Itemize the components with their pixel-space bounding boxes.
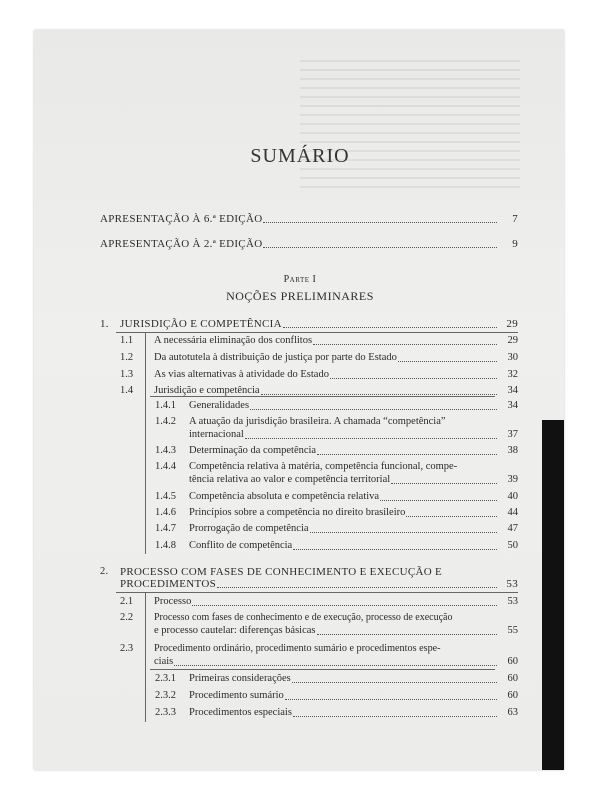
subsection-number: 1.4.6 [155,507,176,518]
toc-page-number: 32 [507,369,518,380]
chapter-rule-vertical [145,592,146,722]
chapter-rule-vertical [145,332,146,554]
subsection-label: Prorrogação de competência [189,523,309,534]
toc-entry-front [100,213,518,225]
toc-chapter [100,318,518,330]
toc-subsection-continued [189,429,518,441]
toc-page-number: 47 [507,523,518,534]
toc-subsection [155,540,518,552]
toc-chapter-continued [120,578,518,590]
chapter-rule [116,332,518,333]
leader-dots [292,682,497,683]
toc-subsection [155,491,518,503]
section-number: 1.4 [120,385,134,396]
toc-entry-front [100,238,518,250]
subsection-label: Conflito de competência [189,540,293,551]
toc-subsection [155,507,518,519]
bleed-through-text [300,60,520,190]
subsection-number: 1.4.7 [155,523,176,534]
toc-page-number: 44 [507,507,518,518]
toc-page-number: 55 [507,625,518,636]
leader-dots [263,247,497,248]
toc-subsection [155,400,518,412]
subsection-number: 1.4.4 [155,461,176,472]
leader-dots [293,549,497,550]
leader-dots [293,716,497,717]
subsection-rule [150,669,495,670]
section-label-line2: e processo cautelar: diferenças básicas [154,625,316,636]
toc-page-number: 37 [507,429,518,440]
toc-page-number: 34 [507,385,518,396]
toc-page-number: 29 [507,335,518,346]
toc-page-number: 60 [507,656,518,667]
toc-section [120,352,518,364]
subsection-label: Primeiras considerações [189,673,291,684]
leader-dots [245,438,497,439]
subsection-number: 2.3.3 [155,707,176,718]
subsection-number: 1.4.8 [155,540,176,551]
toc-subsection [155,690,518,702]
part-label: Parte I [283,274,317,285]
subsection-number: 1.4.1 [155,400,176,411]
toc-page-number: 53 [506,578,518,590]
chapter-rule [116,592,518,593]
chapter-label-line1: PROCESSO COM FASES DE CONHECIMENTO E EXECUÇÃO E [120,566,443,578]
chapter-number: 2. [100,566,109,577]
subsection-label: Determinação da competência [189,445,317,456]
chapter-label: JURISDIÇÃO E COMPETÊNCIA [120,318,282,330]
section-number: 1.1 [120,335,134,346]
toc-section-continued [154,656,518,668]
toc-page-number: 53 [507,596,518,607]
toc-subsection [155,707,518,719]
leader-dots [317,454,497,455]
leader-dots [317,634,498,635]
chapter-number: 1. [100,318,109,330]
leader-dots [330,378,497,379]
leader-dots [285,699,497,700]
leader-dots [263,222,497,223]
leader-dots [391,483,497,484]
subsection-label: Princípios sobre a competência no direito brasileiro [189,507,406,518]
subsection-label: Generalidades [189,400,250,411]
section-label-line1: Procedimento ordinário, procedimento sumário e procedimentos espe- [154,643,441,654]
section-label: Da autotutela à distribuição de justiça por parte do Estado [154,352,397,363]
subsection-number: 1.4.5 [155,491,176,502]
subsection-number: 1.4.3 [155,445,176,456]
toc-section [120,596,518,608]
toc-entry-label: APRESENTAÇÃO À 6.ª EDIÇÃO [100,213,263,225]
leader-dots [192,605,497,606]
subsection-rule [150,396,495,397]
toc-page-number: 38 [507,445,518,456]
toc-section-continued [154,625,518,637]
subsection-label: Competência absoluta e competência relativa [189,491,380,502]
leader-dots [398,361,497,362]
toc-subsection-continued [189,474,518,486]
part-title: NOÇÕES PRELIMINARES [226,289,374,303]
leader-dots [217,587,497,588]
section-number: 1.2 [120,352,134,363]
toc-page-number: 60 [507,690,518,701]
subsection-label-line1: A atuação da jurisdição brasileira. A chamada “competência” [189,416,446,427]
leader-dots [310,532,497,533]
subsection-label: Procedimento sumário [189,690,284,701]
subsection-label: Procedimentos especiais [189,707,292,718]
toc-page-number: 50 [507,540,518,551]
section-label: Jurisdição e competência [154,385,260,396]
subsection-number: 2.3.2 [155,690,176,701]
toc-page-number: 40 [507,491,518,502]
leader-dots [250,409,497,410]
leader-dots [174,665,497,666]
toc-page-number: 63 [507,707,518,718]
chapter-label-line2: PROCEDIMENTOS [120,578,216,590]
subsection-number: 2.3.1 [155,673,176,684]
subsection-label-line2: internacional [189,429,244,440]
toc-section [120,369,518,381]
toc-subsection [155,445,518,457]
section-number: 2.2 [120,612,134,623]
toc-subsection [155,523,518,535]
toc-page-number: 60 [507,673,518,684]
subsection-label-line1: Competência relativa à matéria, competência funcional, compe- [189,461,458,472]
leader-dots [261,394,497,395]
leader-dots [406,516,497,517]
toc-page-number: 34 [507,400,518,411]
toc-page-number: 7 [512,213,518,225]
section-label: Processo [154,596,192,607]
subsection-label-line2: tência relativa ao valor e competência territorial [189,474,391,485]
toc-page-number: 9 [512,238,518,250]
section-label-line1: Processo com fases de conhecimento e de execução, processo de execução [154,612,453,623]
subsection-number: 1.4.2 [155,416,176,427]
toc-page-number: 29 [506,318,518,330]
toc-page-number: 30 [507,352,518,363]
page-edge-shadow [542,420,564,770]
page-title: SUMÁRIO [250,145,350,167]
section-label: A necessária eliminação dos conflitos [154,335,313,346]
leader-dots [380,500,497,501]
leader-dots [313,344,497,345]
leader-dots [283,327,497,328]
section-number: 1.3 [120,369,134,380]
section-label-line2: ciais [154,656,174,667]
section-label: As vias alternativas à atividade do Estado [154,369,329,380]
toc-page-number: 39 [507,474,518,485]
section-number: 2.3 [120,643,134,654]
toc-subsection [155,673,518,685]
toc-entry-label: APRESENTAÇÃO À 2.ª EDIÇÃO [100,238,263,250]
toc-section [120,335,518,347]
section-number: 2.1 [120,596,134,607]
